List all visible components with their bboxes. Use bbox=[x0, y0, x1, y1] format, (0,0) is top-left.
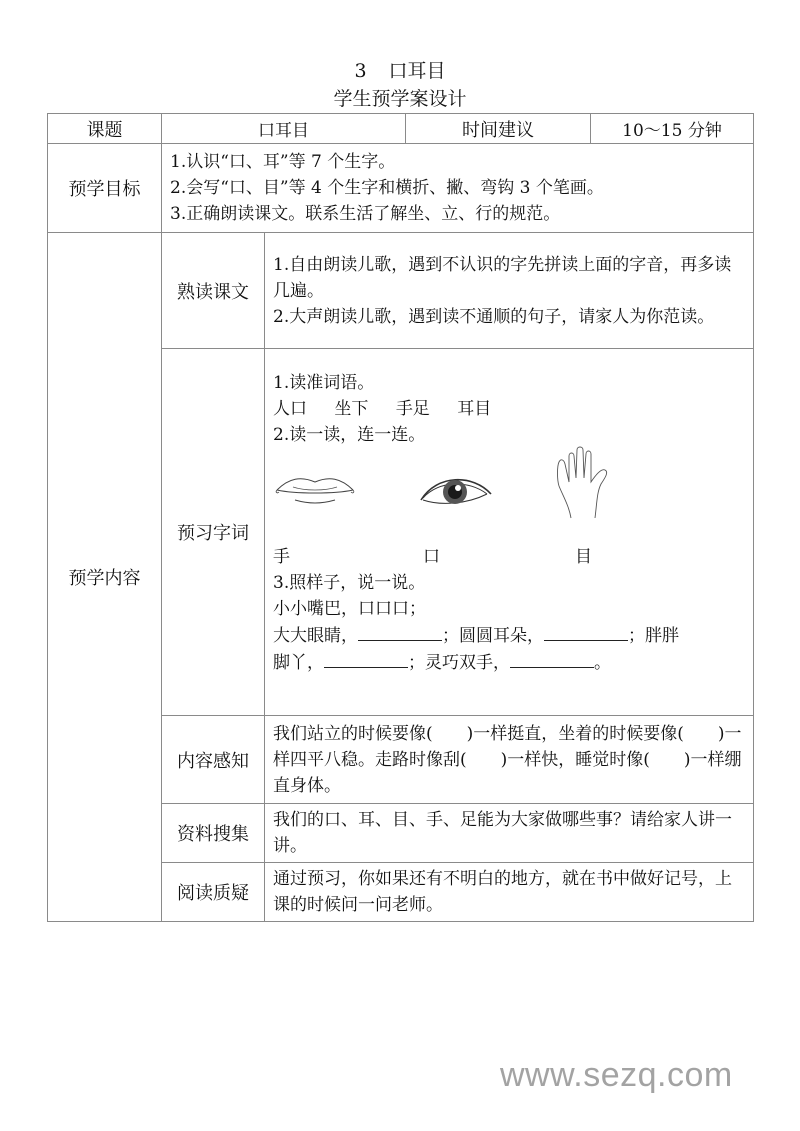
match-char: 目 bbox=[575, 547, 592, 567]
fill-line-2 bbox=[273, 649, 745, 676]
question-2: 2.读一读，连一连。 bbox=[273, 425, 426, 445]
fill-text: 脚丫， bbox=[273, 653, 324, 673]
time-label: 时间建议 bbox=[406, 114, 591, 144]
fill-blank[interactable] bbox=[324, 649, 408, 668]
section-row-reading bbox=[48, 233, 754, 349]
instruction-line: 2.大声朗读儿歌，遇到读不通顺的句子，请家人为你范读。 bbox=[273, 306, 715, 327]
goals-label: 预学目标 bbox=[48, 144, 162, 233]
preview-worksheet-table bbox=[47, 113, 754, 922]
goals-list bbox=[162, 144, 754, 233]
word: 坐下 bbox=[334, 399, 369, 419]
matching-characters bbox=[273, 544, 745, 570]
word: 人口 bbox=[273, 399, 307, 419]
section-body: 我们的口、耳、目、手、足能为大家做哪些事？请给家人讲一讲。 bbox=[265, 804, 754, 863]
fill-line-1 bbox=[273, 622, 745, 649]
fill-text: ；圆圆耳朵， bbox=[442, 626, 544, 646]
question-1: 1.读准词语。 bbox=[273, 373, 375, 393]
instruction-line: 1.自由朗读儿歌，遇到不认识的字先拼读上面的字音，再多读几遍。 bbox=[273, 254, 732, 301]
example-line: 小小嘴巴，口口口； bbox=[273, 599, 426, 619]
section-body: 我们站立的时候要像( )一样挺直，坐着的时候要像( )一样四平八稳。走路时像刮( )一样快，睡觉时像( )一样绷直身体。 bbox=[265, 716, 754, 804]
section-body bbox=[265, 233, 754, 349]
lesson-number: 3 bbox=[354, 60, 367, 82]
goal-item: 2.会写“口、目”等 4 个生字和横折、撇、弯钩 3 个笔画。 bbox=[170, 178, 604, 198]
section-label: 内容感知 bbox=[162, 716, 265, 804]
lesson-title bbox=[0, 58, 800, 84]
fill-blank[interactable] bbox=[544, 622, 628, 641]
lesson-name: 口耳目 bbox=[388, 60, 446, 82]
goal-item: 3.正确朗读课文。联系生活了解坐、立、行的规范。 bbox=[170, 204, 561, 224]
lips-illustration-icon bbox=[275, 472, 355, 520]
section-body bbox=[265, 349, 754, 716]
topic-value: 口耳目 bbox=[162, 114, 406, 144]
word: 手足 bbox=[395, 399, 430, 419]
fill-blank[interactable] bbox=[358, 622, 442, 641]
fill-text: 。 bbox=[594, 653, 611, 673]
fill-text: ；胖胖 bbox=[628, 626, 679, 646]
content-label: 预学内容 bbox=[48, 233, 162, 922]
matching-pictures bbox=[273, 452, 745, 528]
section-label: 预习字词 bbox=[162, 349, 265, 716]
eye-illustration-icon bbox=[417, 470, 497, 520]
time-value: 10～15 分钟 bbox=[591, 114, 754, 144]
topic-label: 课题 bbox=[48, 114, 162, 144]
watermark: www.sezq.com bbox=[500, 1056, 733, 1094]
info-row bbox=[48, 114, 754, 144]
section-label: 阅读质疑 bbox=[162, 863, 265, 922]
fill-text: 大大眼睛， bbox=[273, 626, 358, 646]
section-label: 熟读课文 bbox=[162, 233, 265, 349]
goal-item: 1.认识“口、耳”等 7 个生字。 bbox=[170, 152, 396, 172]
hand-illustration-icon bbox=[555, 446, 615, 528]
fill-text: ；灵巧双手， bbox=[408, 653, 510, 673]
goals-row bbox=[48, 144, 754, 233]
section-body: 通过预习，你如果还有不明白的地方，就在书中做好记号，上课的时候问一问老师。 bbox=[265, 863, 754, 922]
page-subtitle: 学生预学案设计 bbox=[333, 88, 467, 110]
word-list bbox=[273, 396, 745, 422]
match-char: 口 bbox=[423, 547, 440, 567]
question-3: 3.照样子，说一说。 bbox=[273, 573, 426, 593]
word: 耳目 bbox=[457, 399, 492, 419]
match-char: 手 bbox=[273, 547, 290, 567]
section-label: 资料搜集 bbox=[162, 804, 265, 863]
fill-blank[interactable] bbox=[510, 649, 594, 668]
